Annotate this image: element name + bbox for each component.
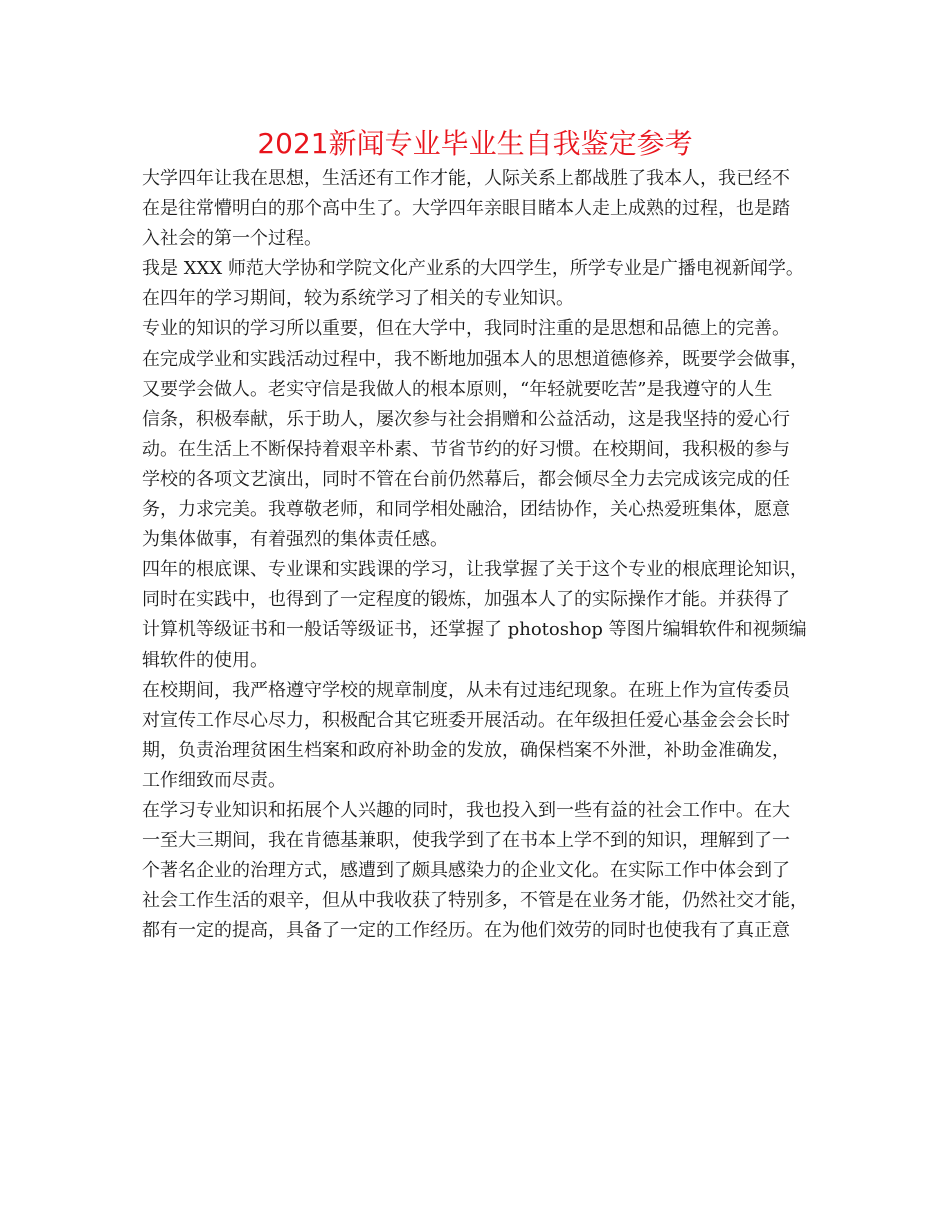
body-line: 在完成学业和实践活动过程中，我不断地加强本人的思想道德修养，既要学会做事， <box>142 348 808 370</box>
body-line: 在是往常懵明白的那个高中生了。大学四年亲眼目睹本人走上成熟的过程，也是踏 <box>142 198 790 220</box>
body-line: 对宣传工作尽心尽力，积极配合其它班委开展活动。在年级担任爱心基金会会长时 <box>142 709 790 731</box>
body-line: 专业的知识的学习所以重要，但在大学中，我同时注重的是思想和品德上的完善。 <box>142 318 790 340</box>
body-line: 大学四年让我在思想，生活还有工作才能，人际关系上都战胜了我本人，我已经不 <box>142 168 790 189</box>
body-line: 在校期间，我严格遵守学校的规章制度，从未有过违纪现象。在班上作为宣传委员 <box>142 679 790 701</box>
body-line: 我是 XXX 师范大学协和学院文化产业系的大四学生，所学专业是广播电视新闻学。 <box>142 258 804 280</box>
body-line: 在学习专业知识和拓展个人兴趣的同时，我也投入到一些有益的社会工作中。在大 <box>142 799 790 821</box>
document-body <box>142 164 810 946</box>
body-line: 信条，积极奉献，乐于助人，屡次参与社会捐赠和公益活动，这是我坚持的爱心行 <box>142 408 790 430</box>
body-line: 计算机等级证书和一般话等级证书，还掌握了 photoshop 等图片编辑软件和视频编 <box>142 619 807 641</box>
body-line: 都有一定的提高，具备了一定的工作经历。在为他们效劳的同时也使我有了真正意 <box>142 920 790 942</box>
body-line: 期，负责治理贫困生档案和政府补助金的发放，确保档案不外泄，补助金准确发， <box>142 739 790 761</box>
body-line: 一至大三期间，我在肯德基兼职，使我学到了在书本上学不到的知识，理解到了一 <box>142 830 790 852</box>
body-line: 务，力求完美。我尊敬老师，和同学相处融洽，团结协作，关心热爱班集体，愿意 <box>142 499 790 521</box>
body-line: 又要学会做人。老实守信是我做人的根本原则，“年轻就要吃苦”是我遵守的人生 <box>142 378 773 400</box>
body-line: 社会工作生活的艰辛，但从中我收获了特别多，不管是在业务才能，仍然社交才能， <box>142 890 808 912</box>
body-line: 同时在实践中，也得到了一定程度的锻炼，加强本人了的实际操作才能。并获得了 <box>142 589 790 611</box>
body-line: 四年的根底课、专业课和实践课的学习，让我掌握了关于这个专业的根底理论知识， <box>142 559 808 581</box>
body-line: 学校的各项文艺演出，同时不管在台前仍然幕后，都会倾尽全力去完成该完成的任 <box>142 468 790 490</box>
body-line: 入社会的第一个过程。 <box>142 228 322 250</box>
body-line: 动。在生活上不断保持着艰辛朴素、节省节约的好习惯。在校期间，我积极的参与 <box>142 438 790 460</box>
body-line: 个著名企业的治理方式，感遭到了颇具感染力的企业文化。在实际工作中体会到了 <box>142 860 790 882</box>
body-line: 在四年的学习期间，较为系统学习了相关的专业知识。 <box>142 288 574 310</box>
document-title: 2021新闻专业毕业生自我鉴定参考 <box>257 127 693 160</box>
body-line: 辑软件的使用。 <box>142 649 268 671</box>
body-line: 工作细致而尽责。 <box>142 769 286 791</box>
body-line: 为集体做事，有着强烈的集体责任感。 <box>142 529 448 551</box>
